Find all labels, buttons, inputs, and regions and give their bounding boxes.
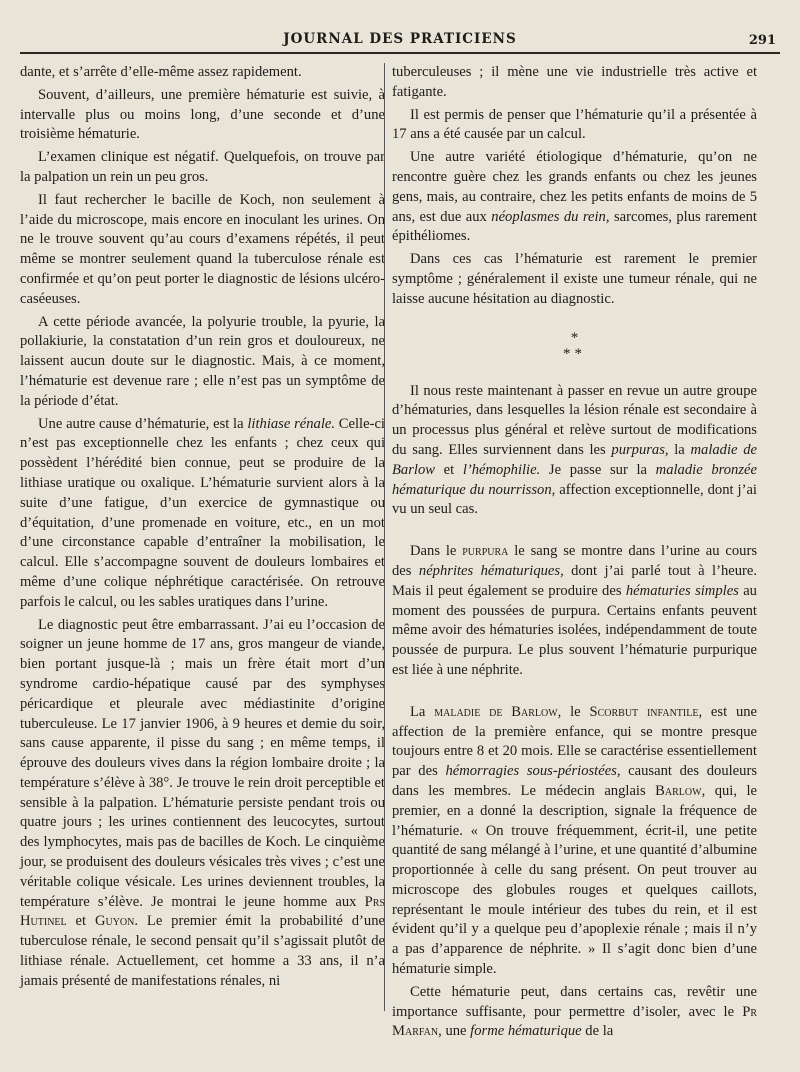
text-run: La <box>410 703 435 720</box>
text-run: Souvent, d’ailleurs, une première hématurie est suivie, à intervalle plus ou moins long, d’une seconde et d’une troisième hématurie. <box>20 86 385 143</box>
italic-term: forme hématurique <box>470 1023 582 1040</box>
italic-term: hématuries simples <box>625 582 739 599</box>
paragraph <box>20 616 385 992</box>
text-run: Il nous reste maintenant à passer en revue un autre groupe d’hématuries, dans lesquelles la lésion rénale est secondaire à un processus plus général et relève surtout de modifications du sang. Elles surviennent dans les <box>392 382 757 458</box>
text-run: causant des douleurs dans les membres. Le médecin anglais <box>392 763 757 799</box>
small-caps-name: purpura <box>462 543 509 560</box>
small-caps-name: maladie de Barlow <box>434 703 558 720</box>
text-run: , une <box>438 1023 471 1040</box>
paragraph <box>392 382 757 521</box>
right-column <box>392 63 757 1045</box>
column-divider <box>384 63 385 1011</box>
paragraph <box>20 313 385 412</box>
text-run: affection exceptionnelle, dont j’ai vu un seul cas. <box>392 481 757 518</box>
asterism-glyph: ** <box>563 345 586 362</box>
text-run: , est une affection de la première enfance, qui se montre presque toujours entre 8 et 20 mois. Elle se caractérise essentiellement par des <box>392 703 758 780</box>
text-run: Dans le <box>410 543 463 560</box>
text-run: , le <box>557 703 590 720</box>
text-run: . Le premier émit la probabilité d’une tuberculose rénale, le second pensait qu’il s’agissait plutôt de lithiase rénale. Actuellement, cet homme a 33 ans, il n’a jamais présenté de manifestations rénales, ni <box>20 913 385 989</box>
text-run: L’examen clinique est négatif. Quelquefois, on trouve par la palpation un rein un peu gros. <box>20 149 385 185</box>
paragraph <box>392 542 757 681</box>
paragraph <box>20 415 385 613</box>
text-run: de la <box>581 1023 614 1040</box>
paragraph <box>392 106 757 146</box>
text-run: Dans ces cas l’hématurie est rarement le premier symptôme ; généralement il existe une tumeur rénale, qui ne laisse aucune hésitation au diagnostic. <box>392 251 757 307</box>
text-run: au moment des poussées de purpura. Certains enfants peuvent même avoir des hématuries isolées, indépendamment de toute poussée de purpura. Le plus souvent l’hématurie purpurique est liée à une néphrite. <box>392 582 757 678</box>
text-run: le sang se montre dans l’urine au cours des <box>392 543 757 579</box>
text-run: la <box>668 441 691 458</box>
text-run: Celle-ci n’est pas exceptionnelle chez les enfants ; chez ceux qui possèdent l’hérédité bien connue, peut se produire de la lithiase uratique ou oxalique. L’hématurie survient alors à la suite d’une fatigue, d’un exercice de gymnastique ou d’équitation, d’une promenade en voiture, etc., en un mot d’une circonstance capable d’entraîner la mobilisation, le calcul. Elle s’accompagne souvent de douleurs lombaires et même d’une colique néphrétique caractérisée. On retrouve parfois le calcul, ou les sables uratiques dans l’urine. <box>20 415 385 610</box>
text-run: Le diagnostic peut être embarrassant. J’ai eu l’occasion de soigner un jeune homme de 17 ans, gros mangeur de viande, bien portant jusque-là ; mais un frère était mort d’un syndrome cardio-hépatique causé par des symphyses péricardique et pleurale avec médiastinite d’origine tuberculeuse. Le 17 janvier 1906, à 9 heures et demie du soir, sans cause apparente, il pisse du sang ; en même temps, il éprouve des douleurs vives dans la région lombaire droite ; la température s’élève à 38°. Je trouve le rein droit perceptible et sensible à la palpation. L’hématurie persiste pendant trois ou quatre jours ; les urines contiennent des leucocytes, surtout des lymphocytes, mais pas de bacilles de Koch. Le cinquième jour, se produisent des douleurs vésicales très vives ; c’est une véritable colique vésicale. Les urines deviennent troubles, la température s’élève. Je montrai le jeune homme aux <box>20 616 385 910</box>
small-caps-name: Prs Hutinel <box>20 893 385 930</box>
italic-term: lithiase rénale. <box>247 415 336 432</box>
text-run: tuberculeuses ; il mène une vie industrielle très active et fatigante. <box>392 64 757 100</box>
text-run: Il faut rechercher le bacille de Koch, non seulement à l’aide du microscope, mais encore en inoculant les urines. On ne le trouve souvent qu’au cours d’examens répétés, il peut même se montrer seulement quand la tuberculose rénale est confirmée et qu’on peut porter le diagnostic de lésions ulcéro-caséeuses. <box>20 191 385 307</box>
text-run: dont j’ai parlé tout à l’heure. Mais il peut également se produire des <box>392 562 757 599</box>
text-run: sarcomes, plus rarement épithéliomes. <box>392 208 757 245</box>
italic-term: l’hémophilie. <box>462 461 541 478</box>
text-run: Une autre variété étiologique d’hématurie, qu’on ne rencontre guère chez les grands enfants ou chez les jeunes gens, mais, au contraire, chez les petits enfants de moins de 5 ans, est due aux <box>392 149 757 225</box>
text-run: et <box>66 913 95 930</box>
italic-term: néoplasmes du rein, <box>491 208 610 225</box>
italic-term: hémorragies sous-périostées, <box>445 763 621 780</box>
asterism-glyph: * <box>570 329 579 346</box>
paragraph <box>392 63 757 103</box>
journal-title: JOURNAL DES PRATICIENS <box>283 31 517 47</box>
text-run: A cette période avancée, la polyurie trouble, la pyurie, la pollakiurie, la constatation d’un rein gros et douloureux, ne laissent aucun doute sur le diagnostic. Mais, à ce moment, l’hématurie est devenue rare ; elle n’est pas un symptôme de la période d’état. <box>20 313 385 409</box>
text-run: Une autre cause d’hématurie, est la <box>38 415 248 432</box>
left-column <box>20 63 385 995</box>
page-number: 291 <box>748 33 776 48</box>
small-caps-name: Barlow <box>655 782 702 799</box>
running-header <box>20 28 780 52</box>
italic-term: purpuras, <box>611 441 669 458</box>
paragraph <box>392 148 757 247</box>
small-caps-name: Scorbut infantile <box>589 703 699 720</box>
asterism <box>392 330 757 362</box>
text-run: Je passe sur la <box>540 461 656 478</box>
text-run: dante, et s’arrête d’elle-même assez rapidement. <box>20 64 302 80</box>
text-run: , qui, le premier, en a donné la description, signale la fréquence de l’hématurie. « On trouve fréquemment, écrit-il, une petite quantité de sang mélangé à l’urine, et une quantité d’albumine proportionnée à celle du sang présent. On peut trouver au microscope des globules rouges et quelques caillots, représentant le moule intérieur des tubes du rein, et il est évident qu’il y a quelque peu d’apoplexie rénale ; mais il n’y a pas d’apparence de néphrite. » Il s’agit donc bien d’une hématurie simple. <box>392 782 758 978</box>
text-run: Il est permis de penser que l’hématurie qu’il a présentée à 17 ans a été causée par un calcul. <box>392 106 757 143</box>
header-rule <box>20 52 780 54</box>
paragraph <box>20 148 385 188</box>
small-caps-name: Guyon <box>94 913 135 930</box>
paragraph <box>20 63 385 83</box>
paragraph <box>392 250 757 309</box>
paragraph <box>20 86 385 145</box>
text-run: Cette hématurie peut, dans certains cas, revêtir une importance suffisante, pour permettre d’isoler, avec le <box>392 983 757 1020</box>
small-caps-name: Pr Marfan <box>392 1003 757 1040</box>
paragraph <box>20 191 385 310</box>
text-run: et <box>434 461 463 478</box>
italic-term: néphrites hématuriques, <box>418 562 564 579</box>
paragraph <box>392 983 757 1042</box>
paragraph <box>392 703 757 980</box>
italic-term: maladie bronzée hématurique du nourrisson, <box>392 461 757 498</box>
italic-term: maladie de Barlow <box>392 441 757 478</box>
